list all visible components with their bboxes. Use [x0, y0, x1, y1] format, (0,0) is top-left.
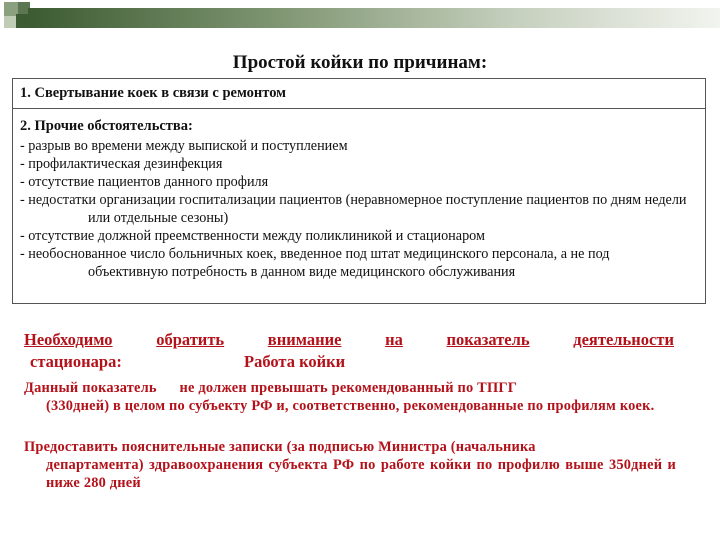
note-word: показатель	[446, 330, 530, 349]
note-word: на	[385, 330, 403, 349]
list-item: - отсутствие пациентов данного профиля	[20, 174, 269, 190]
divider	[13, 108, 705, 109]
deco-square	[4, 16, 16, 28]
note-bed-work: Работа койки	[244, 352, 346, 371]
list-item: - разрыв во времени между выпиской и поступлением	[20, 138, 348, 154]
section-2-heading: 2. Прочие обстоятельства:	[20, 118, 193, 134]
para2-lead: Предоставить пояснительные записки (за подписью Министра (начальника	[24, 439, 536, 455]
list-item: - недостатки организации госпитализации пациентов (неравномерное поступление пациентов по дням недели или отдельные сезоны)	[20, 192, 687, 226]
reasons-box	[12, 78, 706, 304]
note-word: деятельности	[573, 330, 674, 349]
section-1: 1. Свертывание коек в связи с ремонтом	[20, 85, 287, 101]
reasons-list	[20, 137, 689, 281]
paragraph-norm	[24, 379, 676, 415]
para2-cont: департамента) здравоохранения субъекта РФ по работе койки по профилю выше 350дней и ниже 280 дней	[46, 457, 676, 491]
note-stationary: стационара:	[30, 352, 122, 371]
para1-cont: (330дней) в целом по субъекту РФ и, соответственно, рекомендованные по профилям коек.	[46, 398, 655, 414]
page-title: Простой койки по причинам:	[232, 52, 488, 73]
para1-lead: Данный показатель	[24, 380, 157, 396]
attention-line	[24, 329, 674, 351]
note-word: внимание	[267, 330, 342, 349]
paragraph-explanatory	[24, 438, 676, 492]
attention-note	[24, 329, 674, 373]
list-item: - профилактическая дезинфекция	[20, 156, 223, 172]
note-word: Необходимо	[24, 330, 113, 349]
list-item: - необоснованное число больничных коек, введенное под штат медицинского персонала, а не под объективную потребность в данном виде медицинского обслуживания	[20, 246, 610, 280]
note-word: обратить	[156, 330, 225, 349]
list-item: - отсутствие должной преемственности между поликлиникой и стационаром	[20, 228, 485, 244]
header-decoration	[0, 0, 720, 40]
para1-rest: не должен превышать рекомендованный по ТПГГ	[179, 380, 518, 396]
attention-line-2	[24, 351, 674, 373]
header-bar	[28, 8, 720, 28]
deco-square	[16, 14, 28, 28]
